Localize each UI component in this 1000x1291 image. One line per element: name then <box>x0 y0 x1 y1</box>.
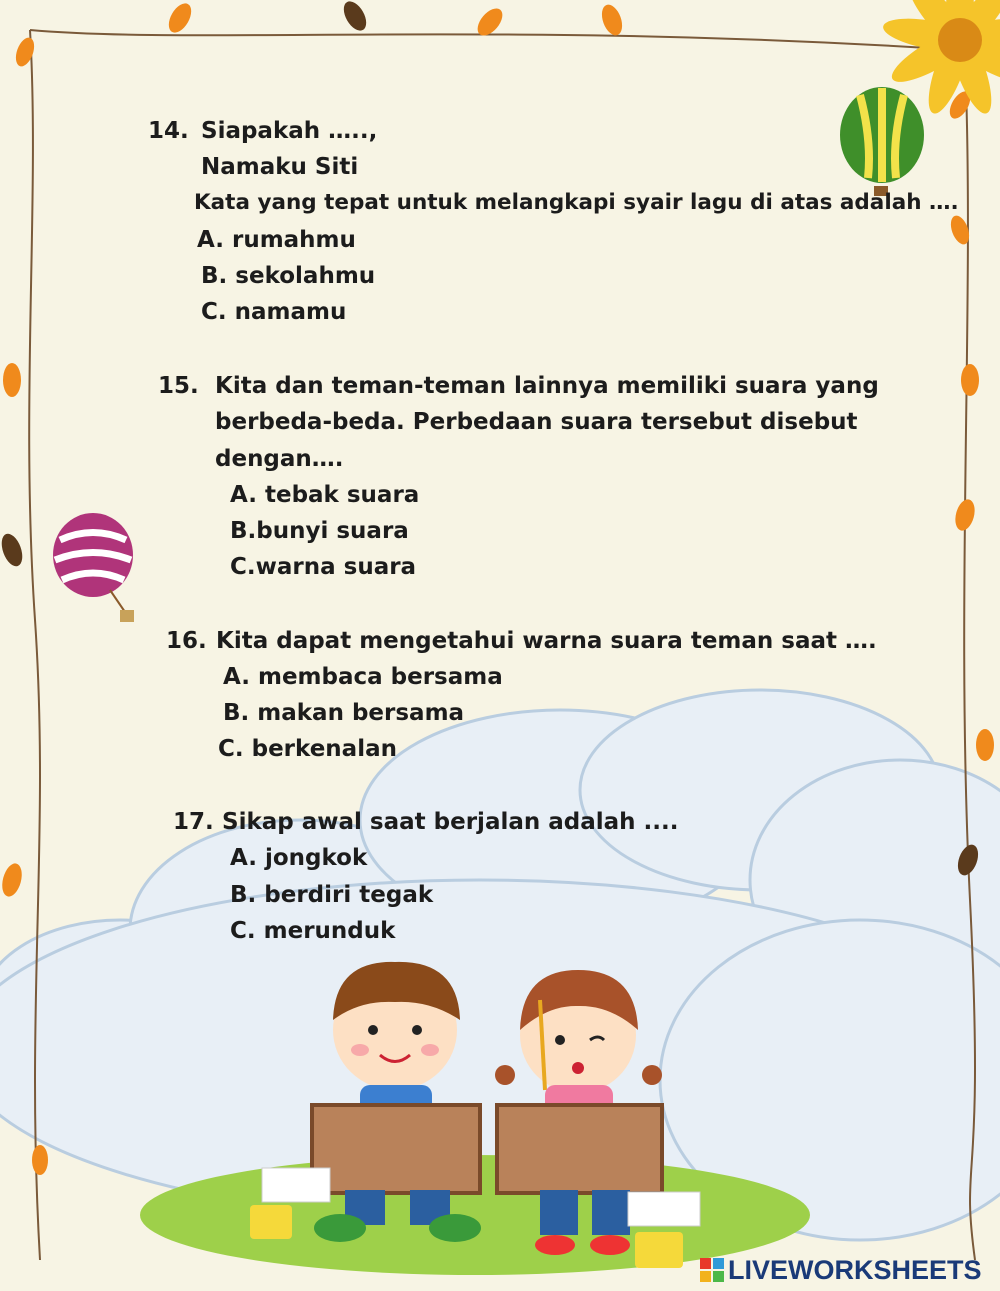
answer-option[interactable]: A. rumahmu <box>197 227 356 253</box>
answer-option[interactable]: B. sekolahmu <box>201 263 376 289</box>
answer-option[interactable]: C. berkenalan <box>218 736 397 762</box>
question-number: 14. <box>148 118 189 144</box>
question-text-line: Siapakah ….., <box>201 118 378 144</box>
question-text-line: Namaku Siti <box>201 154 359 180</box>
answer-option[interactable]: C. namamu <box>201 299 347 325</box>
answer-option[interactable]: B. makan bersama <box>223 700 465 726</box>
question-number: 17. <box>173 809 214 835</box>
answer-option[interactable]: B.bunyi suara <box>230 518 409 544</box>
answer-option[interactable]: C.warna suara <box>230 554 417 580</box>
question-text-line: Kita dan teman-teman lainnya memiliki suara yang <box>215 373 879 399</box>
answer-option[interactable]: A. tebak suara <box>230 482 420 508</box>
question-text-line: Kita dapat mengetahui warna suara teman saat …. <box>216 628 877 654</box>
answer-option[interactable]: A. membaca bersama <box>223 664 503 690</box>
question-number: 15. <box>158 373 199 399</box>
liveworksheets-brand[interactable] <box>700 1252 982 1288</box>
question-text-line: dengan…. <box>215 446 344 472</box>
answer-option[interactable]: B. berdiri tegak <box>230 882 434 908</box>
answer-option[interactable]: A. jongkok <box>230 845 368 871</box>
question-number: 16. <box>166 628 207 654</box>
question-text-line: Sikap awal saat berjalan adalah .... <box>222 809 679 835</box>
brand-name: LIVEWORKSHEETS <box>728 1254 982 1285</box>
question-text-line: berbeda-beda. Perbedaan suara tersebut disebut <box>215 409 858 435</box>
liveworksheets-logo-icon <box>700 1258 724 1282</box>
answer-option[interactable]: C. merunduk <box>230 918 396 944</box>
question-text-line: Kata yang tepat untuk melangkapi syair lagu di atas adalah …. <box>194 190 959 215</box>
